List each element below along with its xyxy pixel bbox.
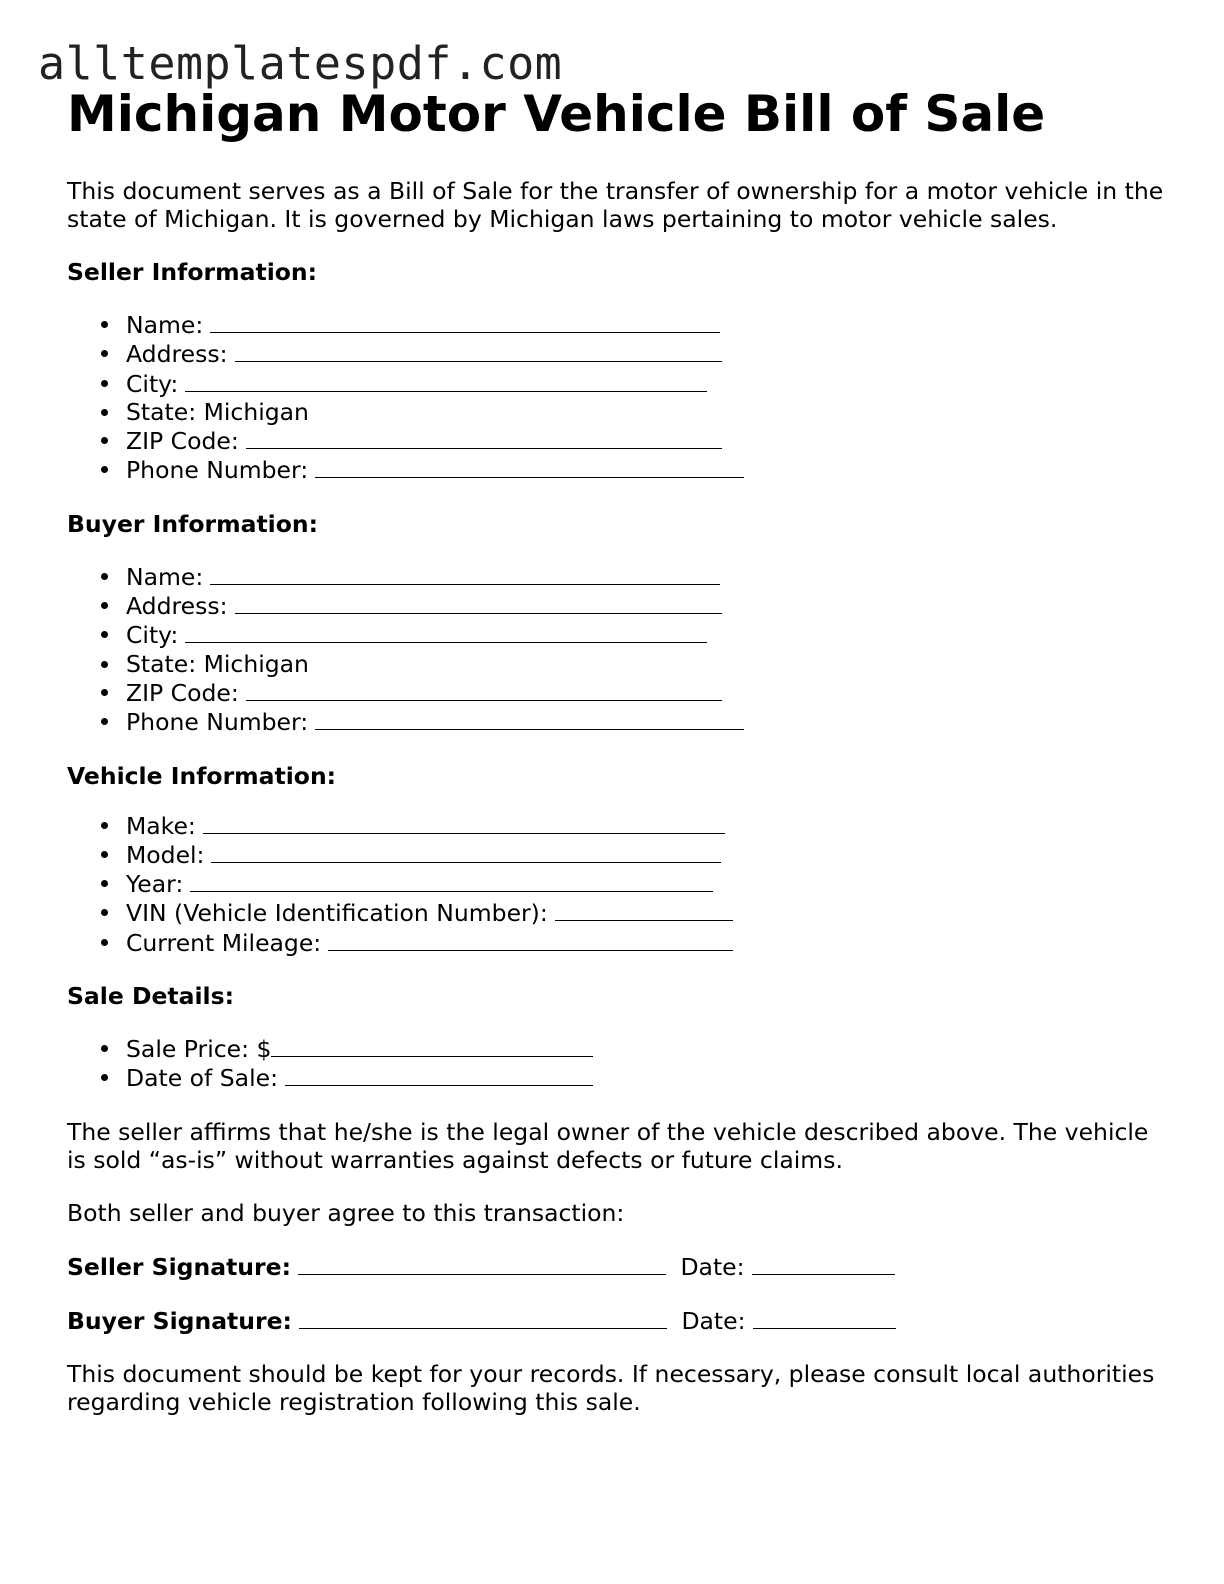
buyer-date-field[interactable] xyxy=(753,1306,896,1329)
buyer-city-label: City: xyxy=(126,621,179,650)
buyer-name-label: Name: xyxy=(126,562,204,591)
seller-name-field[interactable] xyxy=(210,310,720,333)
buyer-phone-label: Phone Number: xyxy=(126,708,309,737)
seller-name-item xyxy=(67,310,1167,339)
agreement-paragraph: Both seller and buyer agree to this transaction: xyxy=(67,1198,625,1227)
seller-address-field[interactable] xyxy=(235,339,722,362)
seller-date-label: Date: xyxy=(680,1252,745,1281)
vehicle-make-field[interactable] xyxy=(203,811,725,834)
seller-section-heading: Seller Information: xyxy=(67,258,318,286)
vehicle-make-item xyxy=(67,811,1167,840)
seller-zip-label: ZIP Code: xyxy=(126,427,239,456)
seller-address-item xyxy=(67,339,1167,368)
vehicle-vin-field[interactable] xyxy=(555,898,733,921)
vehicle-fields-list xyxy=(67,811,1167,957)
seller-zip-field[interactable] xyxy=(246,426,722,449)
buyer-signature-field[interactable] xyxy=(299,1306,667,1329)
vehicle-model-label: Model: xyxy=(126,840,205,869)
seller-zip-item xyxy=(67,426,1167,455)
seller-state-item xyxy=(67,398,1167,426)
vehicle-mileage-item xyxy=(67,928,1167,957)
seller-date-field[interactable] xyxy=(752,1252,895,1275)
vehicle-year-field[interactable] xyxy=(190,869,713,892)
vehicle-model-field[interactable] xyxy=(211,840,721,863)
vehicle-mileage-label: Current Mileage: xyxy=(126,928,322,957)
vehicle-vin-item xyxy=(67,898,1167,927)
sale-fields-list xyxy=(67,1034,1167,1093)
buyer-state-item xyxy=(67,650,1167,678)
buyer-signature-line xyxy=(67,1306,1167,1335)
buyer-state-label: State: Michigan xyxy=(126,649,309,678)
seller-name-label: Name: xyxy=(126,311,204,339)
buyer-date-label: Date: xyxy=(681,1306,746,1335)
seller-address-label: Address: xyxy=(126,340,228,369)
document-page xyxy=(67,82,1167,1416)
sale-price-label: Sale Price: $ xyxy=(126,1035,272,1064)
seller-city-item xyxy=(67,369,1167,398)
sale-price-item xyxy=(67,1034,1167,1063)
vehicle-mileage-field[interactable] xyxy=(328,928,733,951)
buyer-address-label: Address: xyxy=(126,592,228,621)
vehicle-section-heading: Vehicle Information: xyxy=(67,761,337,790)
closing-paragraph: This document should be kept for your records. If necessary, please consult local authorities regarding vehicle registration following this sale. xyxy=(67,1359,1155,1416)
watermark-text: alltemplatespdf.com xyxy=(38,37,563,90)
sale-date-item xyxy=(67,1063,1167,1092)
vehicle-year-item xyxy=(67,869,1167,898)
buyer-city-item xyxy=(67,620,1167,649)
buyer-name-field[interactable] xyxy=(210,562,720,585)
buyer-address-item xyxy=(67,591,1167,620)
buyer-address-field[interactable] xyxy=(235,591,722,614)
vehicle-vin-label: VIN (Vehicle Identification Number): xyxy=(126,899,548,928)
buyer-section-heading: Buyer Information: xyxy=(67,509,319,538)
vehicle-model-item xyxy=(67,840,1167,869)
sale-date-field[interactable] xyxy=(285,1063,593,1086)
seller-phone-label: Phone Number: xyxy=(126,456,309,485)
affirmation-paragraph: The seller affirms that he/she is the legal owner of the vehicle described above. The vehicle is sold “as-is” without warranties against defects or future claims. xyxy=(67,1117,1149,1174)
document-title: Michigan Motor Vehicle Bill of Sale xyxy=(67,85,1046,143)
sale-section-heading: Sale Details: xyxy=(67,982,234,1011)
buyer-fields-list xyxy=(67,562,1167,737)
seller-city-label: City: xyxy=(126,369,179,398)
seller-signature-field[interactable] xyxy=(298,1252,666,1275)
seller-fields-list xyxy=(67,310,1167,485)
sale-date-label: Date of Sale: xyxy=(126,1064,278,1093)
vehicle-year-label: Year: xyxy=(126,870,184,899)
seller-signature-label: Seller Signature: xyxy=(67,1252,291,1281)
buyer-name-item xyxy=(67,562,1167,591)
buyer-phone-field[interactable] xyxy=(315,707,744,730)
seller-phone-field[interactable] xyxy=(315,455,744,478)
buyer-phone-item xyxy=(67,707,1167,736)
buyer-zip-item xyxy=(67,678,1167,707)
seller-city-field[interactable] xyxy=(185,369,707,392)
seller-signature-line xyxy=(67,1252,1167,1281)
buyer-zip-field[interactable] xyxy=(246,678,722,701)
vehicle-make-label: Make: xyxy=(126,811,196,840)
buyer-zip-label: ZIP Code: xyxy=(126,678,239,707)
intro-paragraph: This document serves as a Bill of Sale for the transfer of ownership for a motor vehicle in the state of Michigan. It is governed by Michigan laws pertaining to motor vehicle sales. xyxy=(67,177,1164,233)
seller-state-label: State: Michigan xyxy=(126,397,309,426)
buyer-city-field[interactable] xyxy=(185,620,707,643)
sale-price-field[interactable] xyxy=(271,1034,593,1057)
buyer-signature-label: Buyer Signature: xyxy=(67,1306,292,1335)
seller-phone-item xyxy=(67,455,1167,484)
